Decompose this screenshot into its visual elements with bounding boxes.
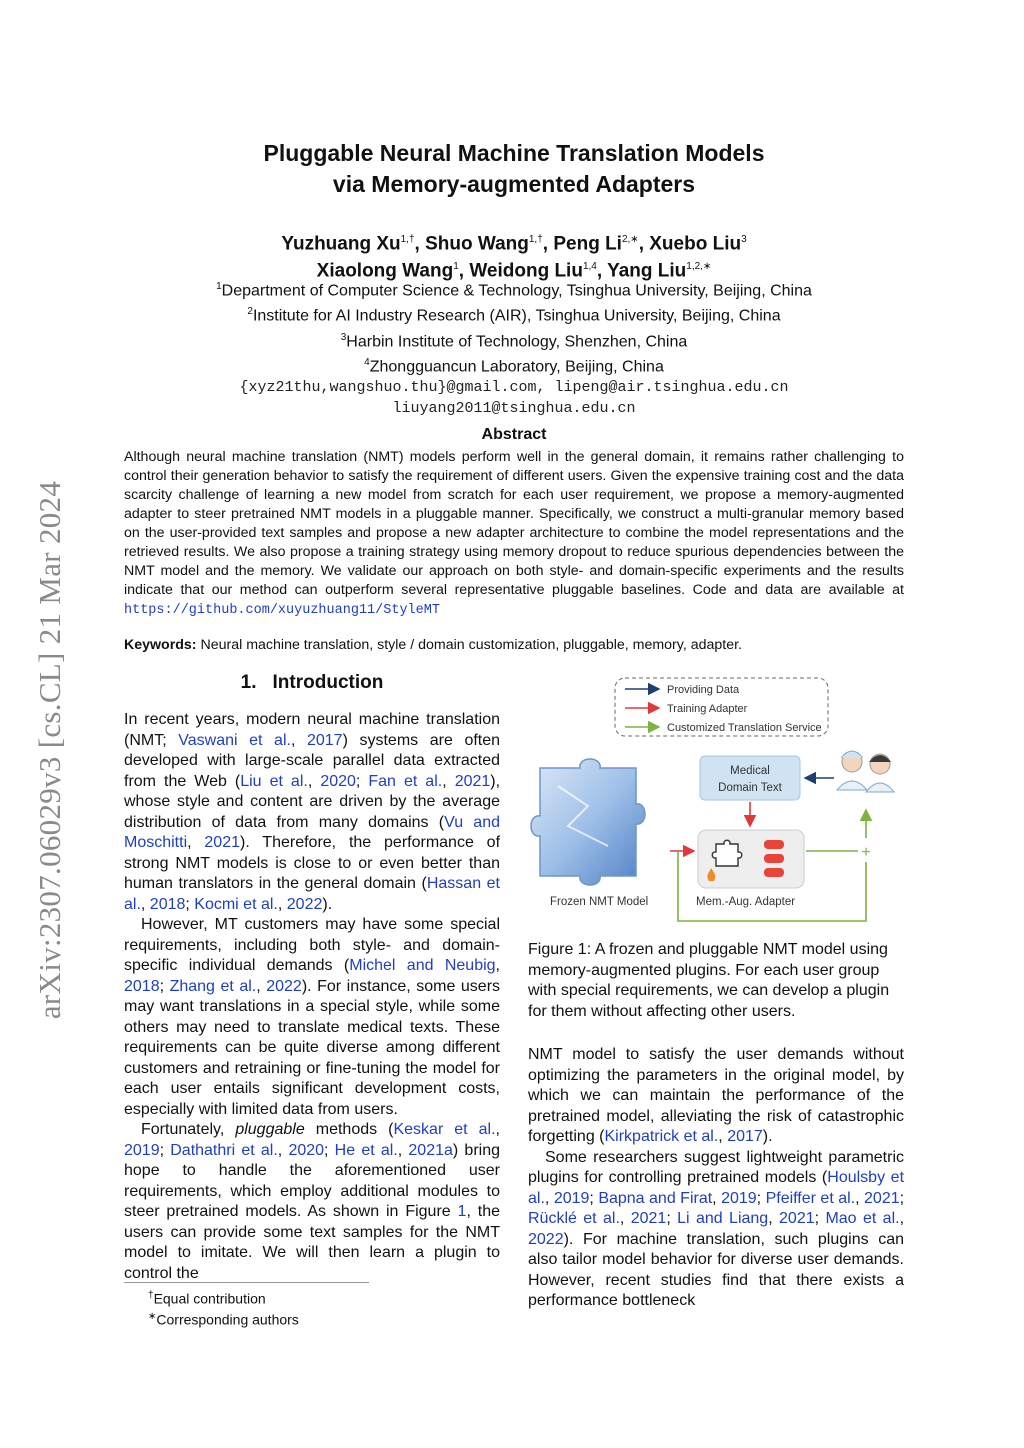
citation-link[interactable]: Kirkpatrick et al.: [604, 1128, 719, 1145]
paragraph-text: pluggable: [235, 1121, 305, 1138]
paragraph-text: NMT model to satisfy the user demands without optimizing the parameters in the original model, by which we can maintain the performance of the pretrained model, alleviating the risk of catastrophic forgetting (: [528, 1046, 904, 1145]
email-line-2: liuyang2011@tsinghua.edu.cn: [392, 400, 636, 418]
paragraph-text: ,: [712, 1189, 722, 1207]
author-sup: 1,4: [582, 261, 597, 273]
affiliation-text: Institute for AI Industry Research (AIR), Tsinghua University, Beijing, China: [252, 307, 781, 325]
memory-slot-icon: [764, 840, 784, 849]
affiliation-text: Harbin Institute of Technology, Shenzhen, China: [346, 332, 688, 350]
author-name: Yang Liu: [607, 260, 687, 282]
footnote: [148, 1308, 299, 1329]
citation-link[interactable]: Pfeiffer et al.: [765, 1189, 856, 1207]
affiliation-sup: 3: [340, 331, 347, 343]
author-name: Xuebo Liu: [649, 233, 742, 255]
paragraph-text: ;: [756, 1189, 766, 1207]
figure-1: [528, 676, 904, 926]
arxiv-identifier: [30, 450, 70, 1050]
citation-link[interactable]: 2017: [306, 731, 343, 749]
author-sup: 1,2,∗: [686, 261, 712, 273]
paragraph-text: ,: [718, 1128, 728, 1145]
paragraph-text: ). For machine translation, such plugins can also tailor model behavior for diverse user demands. However, recent studies find that there exists a performance bottleneck: [528, 1230, 904, 1309]
citation-link[interactable]: 2019: [553, 1189, 590, 1207]
citation-link[interactable]: Vaswani et al.: [178, 731, 291, 749]
paragraph-text: ;: [159, 1141, 171, 1159]
citation-link[interactable]: Vu and Moschitti: [124, 813, 500, 851]
author-line-2: Xiaolong Wang$^1$, Weidong Liu$^{1,4}$, Yang Liu$^{1,2,∗}$: [316, 260, 712, 282]
code-link[interactable]: https://github.com/xuyuzhuang11/StyleMT: [124, 603, 440, 618]
citation-link[interactable]: Dathathri et al.: [170, 1141, 278, 1159]
paragraph-text: ,: [768, 1210, 780, 1227]
footnote-text: Corresponding authors: [156, 1311, 299, 1328]
abstract-text: Although neural machine translation (NMT) models perform well in the general domain, it remains rather challenging to control their generation behavior to satisfy the requirement of different users. Given the expensive training cost and the data scarcity challenge of learning a new model from scratch for each user requirement, we propose a memory-augmented adapter to steer pretrained NMT models in a pluggable manner. Specifically, we construct a multi-granular memory based on the user-provided text samples and propose a new adapter architecture to combine the model representations and the retrieved results. We also propose a training strategy using memory dropout to reduce spurious dependencies between the NMT model and the memory. We validate our approach on both style- and domain-specific experiments and the results indicate that our method can outperform several representative pluggable baselines. Code and data are available at: [124, 449, 904, 598]
author-sup: 1: [453, 261, 459, 273]
affiliation: [124, 276, 904, 301]
paragraph: [124, 1120, 500, 1284]
author-line-1: Yuzhuang $Xu^{1,\dagger}$, Shuo Wang$^{1,\dagger}$, Peng $Li^{2,∗}$, Xuebo Liu$^3$: [281, 233, 747, 255]
paragraph-text: methods (: [304, 1121, 394, 1138]
abstract-heading: Abstract: [481, 426, 547, 443]
memory-slot-icon: [764, 868, 784, 877]
legend-label: Customized Translation Service: [667, 722, 822, 734]
memory-slot-icon: [764, 854, 784, 863]
footnote-text: Equal contribution: [153, 1290, 266, 1307]
paragraph-text: ;: [355, 772, 369, 790]
citation-link[interactable]: 2022: [528, 1230, 564, 1248]
paragraph-text: ). Therefore, the performance of strong NMT models is close to or even better than human translators in the general domain (: [124, 834, 501, 892]
affiliation-text: Zhongguancun Laboratory, Beijing, China: [369, 358, 664, 376]
footnote-symbol: ∗: [148, 1311, 157, 1323]
paragraph-text: ,: [442, 772, 455, 790]
email-line-1: {xyz21thu,wangshuo.thu}@gmail.com, lipeng@air.tsinghua.edu.cn: [239, 379, 789, 397]
paragraph-text: In recent years, modern neural machine translation (NMT;: [124, 711, 500, 749]
citation-link[interactable]: Zhang et al.: [169, 977, 257, 995]
citation-link[interactable]: 2021: [864, 1189, 900, 1207]
arxiv-identifier-text: arXiv:2307.06029v3 [cs.CL] 21 Mar 2024: [32, 480, 67, 1020]
paragraph-text: ,: [544, 1189, 554, 1207]
paragraph-text: ,: [397, 1141, 409, 1159]
medical-box-line-2: Domain Text: [718, 782, 782, 794]
author-name: Peng Li: [553, 233, 622, 255]
adapter-puzzle-icon: [712, 840, 742, 866]
paragraph-text: ,: [290, 731, 307, 749]
paragraph-text: ,: [277, 895, 287, 913]
section-number: 1.: [240, 672, 257, 693]
author-name: Shuo Wang: [425, 233, 529, 255]
abstract-body: [124, 448, 904, 620]
affiliation-sup: 4: [364, 356, 370, 368]
paragraph-text: ).: [322, 895, 333, 913]
paragraph-text: ).: [762, 1128, 773, 1145]
title-line-1: Pluggable Neural Machine Translation Models: [263, 140, 765, 166]
paragraph-text: ,: [619, 1210, 631, 1227]
paper-title: [124, 138, 904, 200]
paragraph-text: However, MT customers may have some special requirements, including both style- and domain-specific individual demands (: [124, 916, 500, 974]
citation-link[interactable]: Fan et al.: [368, 772, 443, 790]
citation-link[interactable]: 2022: [286, 895, 323, 913]
paragraph-text: ;: [185, 895, 195, 913]
paragraph-text: ;: [814, 1210, 826, 1227]
affiliation: [124, 352, 904, 377]
paragraph-text: ,: [277, 1141, 289, 1159]
paragraph-text: ;: [666, 1210, 678, 1227]
paragraph-text: , the users can provide some text samples for the NMT model to imitate. We will then learn a plugin to control the: [124, 1203, 500, 1282]
paragraph-text: Some researchers suggest lightweight parametric plugins for controlling pretrained models (: [528, 1148, 904, 1186]
figure-caption: Figure 1: A frozen and pluggable NMT model using memory-augmented plugins. For each user group with special requirements, we can develop a plugin for them without affecting other users.: [528, 941, 890, 1020]
section-heading: [124, 672, 500, 694]
citation-link[interactable]: 2021a: [408, 1141, 453, 1159]
paragraph-text: ,: [256, 977, 267, 995]
affiliation: [124, 327, 904, 352]
author-name: Weidong Liu: [469, 260, 583, 282]
author-sup: 3: [741, 234, 747, 245]
frozen-model-puzzle-icon: [531, 759, 645, 885]
citation-link[interactable]: Liu et al.: [240, 772, 308, 790]
citation-link[interactable]: He et al.: [334, 1141, 398, 1159]
paragraph-text: ). For instance, some users may want translations in a special style, while some others may need to translate medical texts. These requirements can be quite diverse among different customers and retraining or fine-tuning the model for each user entails significant development costs, especially with limited data from users.: [124, 977, 501, 1118]
right-column: [528, 676, 904, 1312]
paragraph-text: ;: [324, 1141, 335, 1159]
footnote-rule: [124, 1282, 369, 1283]
paragraph-text: ,: [140, 895, 150, 913]
left-column: [124, 668, 500, 1284]
paragraph: [124, 710, 500, 915]
paragraph-text: ,: [307, 772, 321, 790]
paragraph-text: ;: [899, 1189, 905, 1207]
paragraph: [528, 1148, 904, 1312]
citation-link[interactable]: 2019: [124, 1141, 160, 1159]
title-line-2: via Memory-augmented Adapters: [332, 171, 696, 197]
citation-link[interactable]: Michel and Neubig: [349, 957, 496, 974]
citation-link[interactable]: Keskar et al.: [393, 1121, 496, 1138]
frozen-model-label: Frozen NMT Model: [550, 896, 649, 908]
adapter-label: Mem.-Aug. Adapter: [696, 896, 796, 908]
paragraph-text: ), whose style and content are driven by the average distribution of data from many domains (: [124, 772, 501, 831]
affiliation-text: Department of Computer Science & Technology, Tsinghua University, Beijing, China: [221, 282, 812, 300]
citation-link[interactable]: Rücklé et al.: [528, 1210, 620, 1227]
citation-link[interactable]: 2021: [204, 834, 240, 851]
paragraph-text: ) bring hope to handle the aforementioned user requirements, which employ additional modules to steer pretrained models. As shown in Figure: [124, 1141, 501, 1220]
citation-link[interactable]: Mao et al.: [825, 1210, 900, 1227]
citation-link[interactable]: Bapna and Firat: [598, 1189, 713, 1207]
paragraph-text: ) systems are often developed with large-scale parallel data extracted from the Web (: [124, 731, 501, 790]
citation-link[interactable]: 2021: [630, 1210, 667, 1227]
paragraph-text: ,: [495, 957, 500, 974]
footnote-symbol: †: [148, 1290, 154, 1301]
author-sup: 2,∗: [621, 234, 639, 245]
paragraph-text: Fortunately,: [141, 1121, 236, 1138]
citation-link[interactable]: 2018: [149, 895, 186, 913]
citation-link[interactable]: Kocmi et al.: [194, 895, 278, 913]
author-list: [124, 228, 904, 283]
citation-link[interactable]: 2018: [124, 977, 160, 995]
medical-box-line-1: Medical: [730, 765, 770, 777]
paragraph: [528, 1045, 904, 1148]
affiliation: [124, 301, 904, 326]
author-sup: 1,†: [528, 234, 543, 245]
paragraph-text: ,: [187, 834, 205, 851]
citation-link[interactable]: 2021: [779, 1210, 815, 1227]
figure-diagram: [528, 676, 904, 926]
paragraph-text: ,: [899, 1210, 905, 1227]
citation-link[interactable]: 2021: [454, 772, 491, 790]
paragraph: [124, 915, 500, 1120]
author-name: Yuzhuang Xu: [281, 233, 401, 255]
section-title: Introduction: [272, 672, 384, 693]
citation-link[interactable]: 2022: [266, 977, 302, 995]
author-sup: 1,†: [400, 234, 415, 245]
citation-link[interactable]: 2020: [320, 772, 356, 790]
citation-link[interactable]: 1: [457, 1203, 467, 1220]
citation-link[interactable]: 2019: [721, 1189, 757, 1207]
citation-link[interactable]: Li and Liang: [677, 1210, 769, 1227]
footnotes: [148, 1287, 299, 1329]
affiliation-sup: 2: [247, 306, 253, 318]
affiliation-sup: 1: [216, 281, 222, 292]
legend-label: Providing Data: [667, 684, 740, 696]
keywords-text: Neural machine translation, style / domain customization, pluggable, memory, adapter.: [200, 637, 742, 653]
citation-link[interactable]: 2020: [288, 1141, 325, 1159]
doctors-icon: [837, 751, 894, 792]
paragraph-text: ;: [589, 1189, 599, 1207]
keywords: [124, 637, 904, 653]
citation-link[interactable]: 2017: [727, 1128, 763, 1145]
combine-plus-icon: +: [861, 844, 871, 861]
paragraph-text: ,: [855, 1189, 865, 1207]
paragraph-text: ;: [159, 977, 170, 995]
citation-link[interactable]: Houlsby et al.: [528, 1169, 905, 1207]
affiliations: [124, 276, 904, 419]
citation-link[interactable]: Hassan et al.: [124, 875, 500, 913]
footnote: [148, 1287, 299, 1308]
author-name: Xiaolong Wang: [316, 260, 454, 282]
spacer: [528, 1022, 904, 1045]
paragraph-text: ,: [495, 1121, 500, 1138]
legend-label: Training Adapter: [667, 703, 748, 715]
keywords-label: Keywords:: [124, 637, 197, 653]
